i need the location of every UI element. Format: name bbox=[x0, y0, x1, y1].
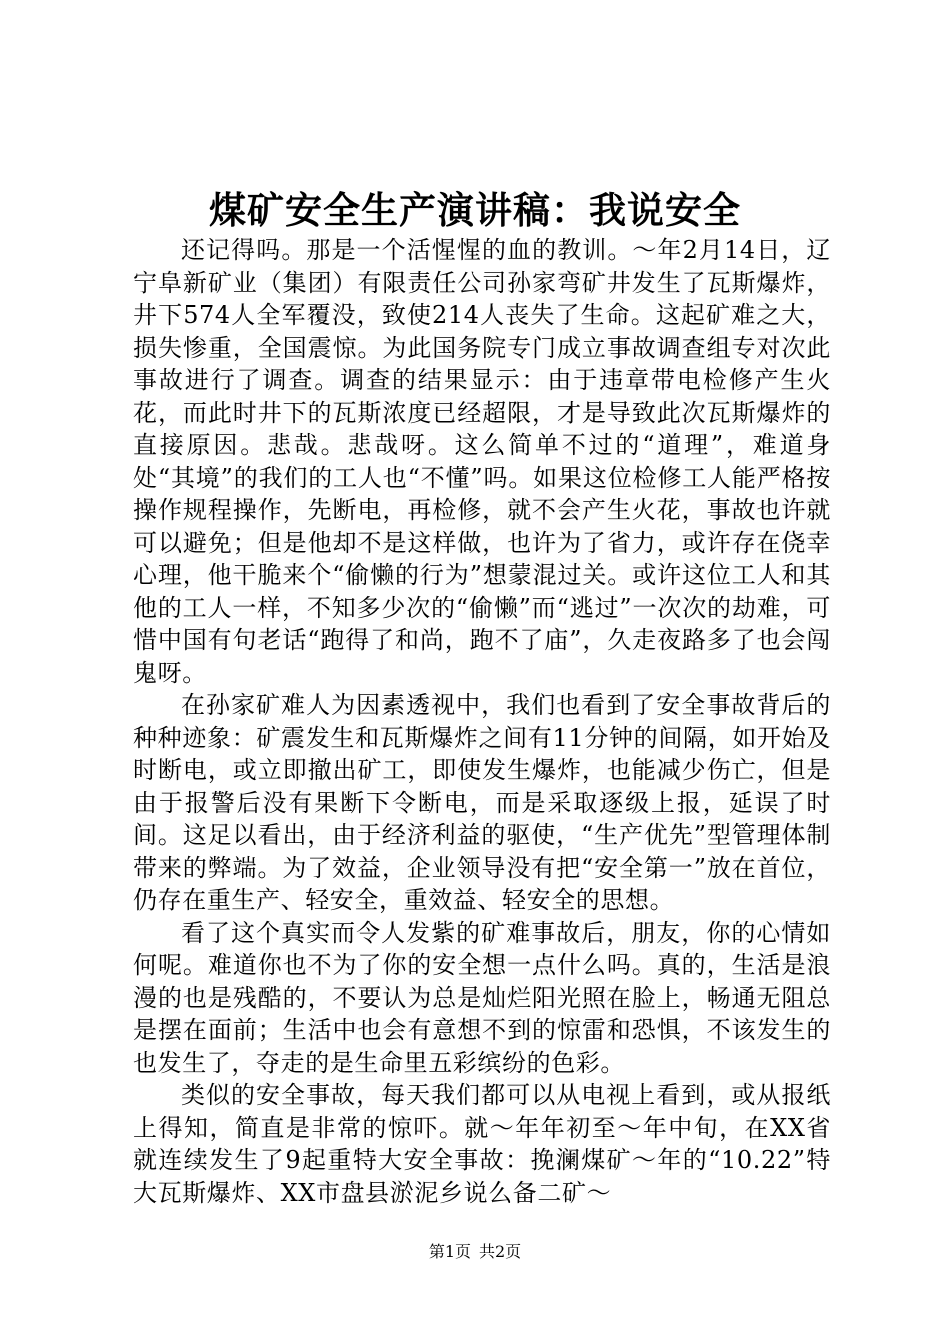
page-number: 第1页 bbox=[428, 1242, 471, 1261]
paragraph-2: 在孙家矿难人为因素透视中，我们也看到了安全事故背后的种种迹象：矿震发生和瓦斯爆炸之间有11分钟的间隔，如开始及时断电，或立即撤出矿工，即使发生爆炸，也能减少伤亡，但是由于报警后没有果断下令断电，而是采取逐级上报，延误了时间。这足以看出，由于经济利益的驱使，“生产优先”型管理体制带来的弊端。为了效益，企业领导没有把“安全第一”放在首位，仍存在重生产、轻安全，重效益、轻安全的思想。 bbox=[133, 691, 831, 914]
paragraph-4: 类似的安全事故，每天我们都可以从电视上看到，或从报纸上得知，简直是非常的惊吓。就～年年初至～年中旬，在XX省就连续发生了9起重特大安全事故：挽澜煤矿～年的“10.22”特大瓦斯爆炸、XX市盘县淤泥乡说么备二矿～ bbox=[133, 1081, 831, 1207]
document-body bbox=[133, 234, 831, 1209]
page-total: 共2页 bbox=[479, 1242, 522, 1261]
paragraph-1: 还记得吗。那是一个活惺惺的血的教训。～年2月14日，辽宁阜新矿业（集团）有限责任公司孙家弯矿井发生了瓦斯爆炸，井下574人全军覆没，致使214人丧失了生命。这起矿难之大，损失惨重，全国震惊。为此国务院专门成立事故调查组专对次此事故进行了调查。调查的结果显示：由于违章带电检修产生火花，而此时井下的瓦斯浓度已经超限，才是导致此次瓦斯爆炸的直接原因。悲哉。悲哉呀。这么简单不过的“道理”，难道身处“其境”的我们的工人也“不懂”吗。如果这位检修工人能严格按操作规程操作，先断电，再检修，就不会产生火花，事故也许就可以避免；但是他却不是这样做，也许为了省力，或许存在侥幸心理，他干脆来个“偷懒的行为”想蒙混过关。或许这位工人和其他的工人一样，不知多少次的“偷懒”而“逃过”一次次的劫难，可惜中国有句老话“跑得了和尚，跑不了庙”，久走夜路多了也会闯鬼呀。 bbox=[133, 236, 831, 687]
paragraph-3: 看了这个真实而令人发紫的矿难事故后，朋友，你的心情如何呢。难道你也不为了你的安全想一点什么吗。真的，生活是浪漫的也是残酷的，不要认为总是灿烂阳光照在脸上，畅通无阻总是摆在面前；生活中也会有意想不到的惊雷和恐惧，不该发生的也发生了，夺走的是生命里五彩缤纷的色彩。 bbox=[133, 918, 831, 1077]
document-title: 煤矿安全生产演讲稿：我说安全 bbox=[209, 188, 741, 232]
page-footer bbox=[0, 1241, 950, 1263]
